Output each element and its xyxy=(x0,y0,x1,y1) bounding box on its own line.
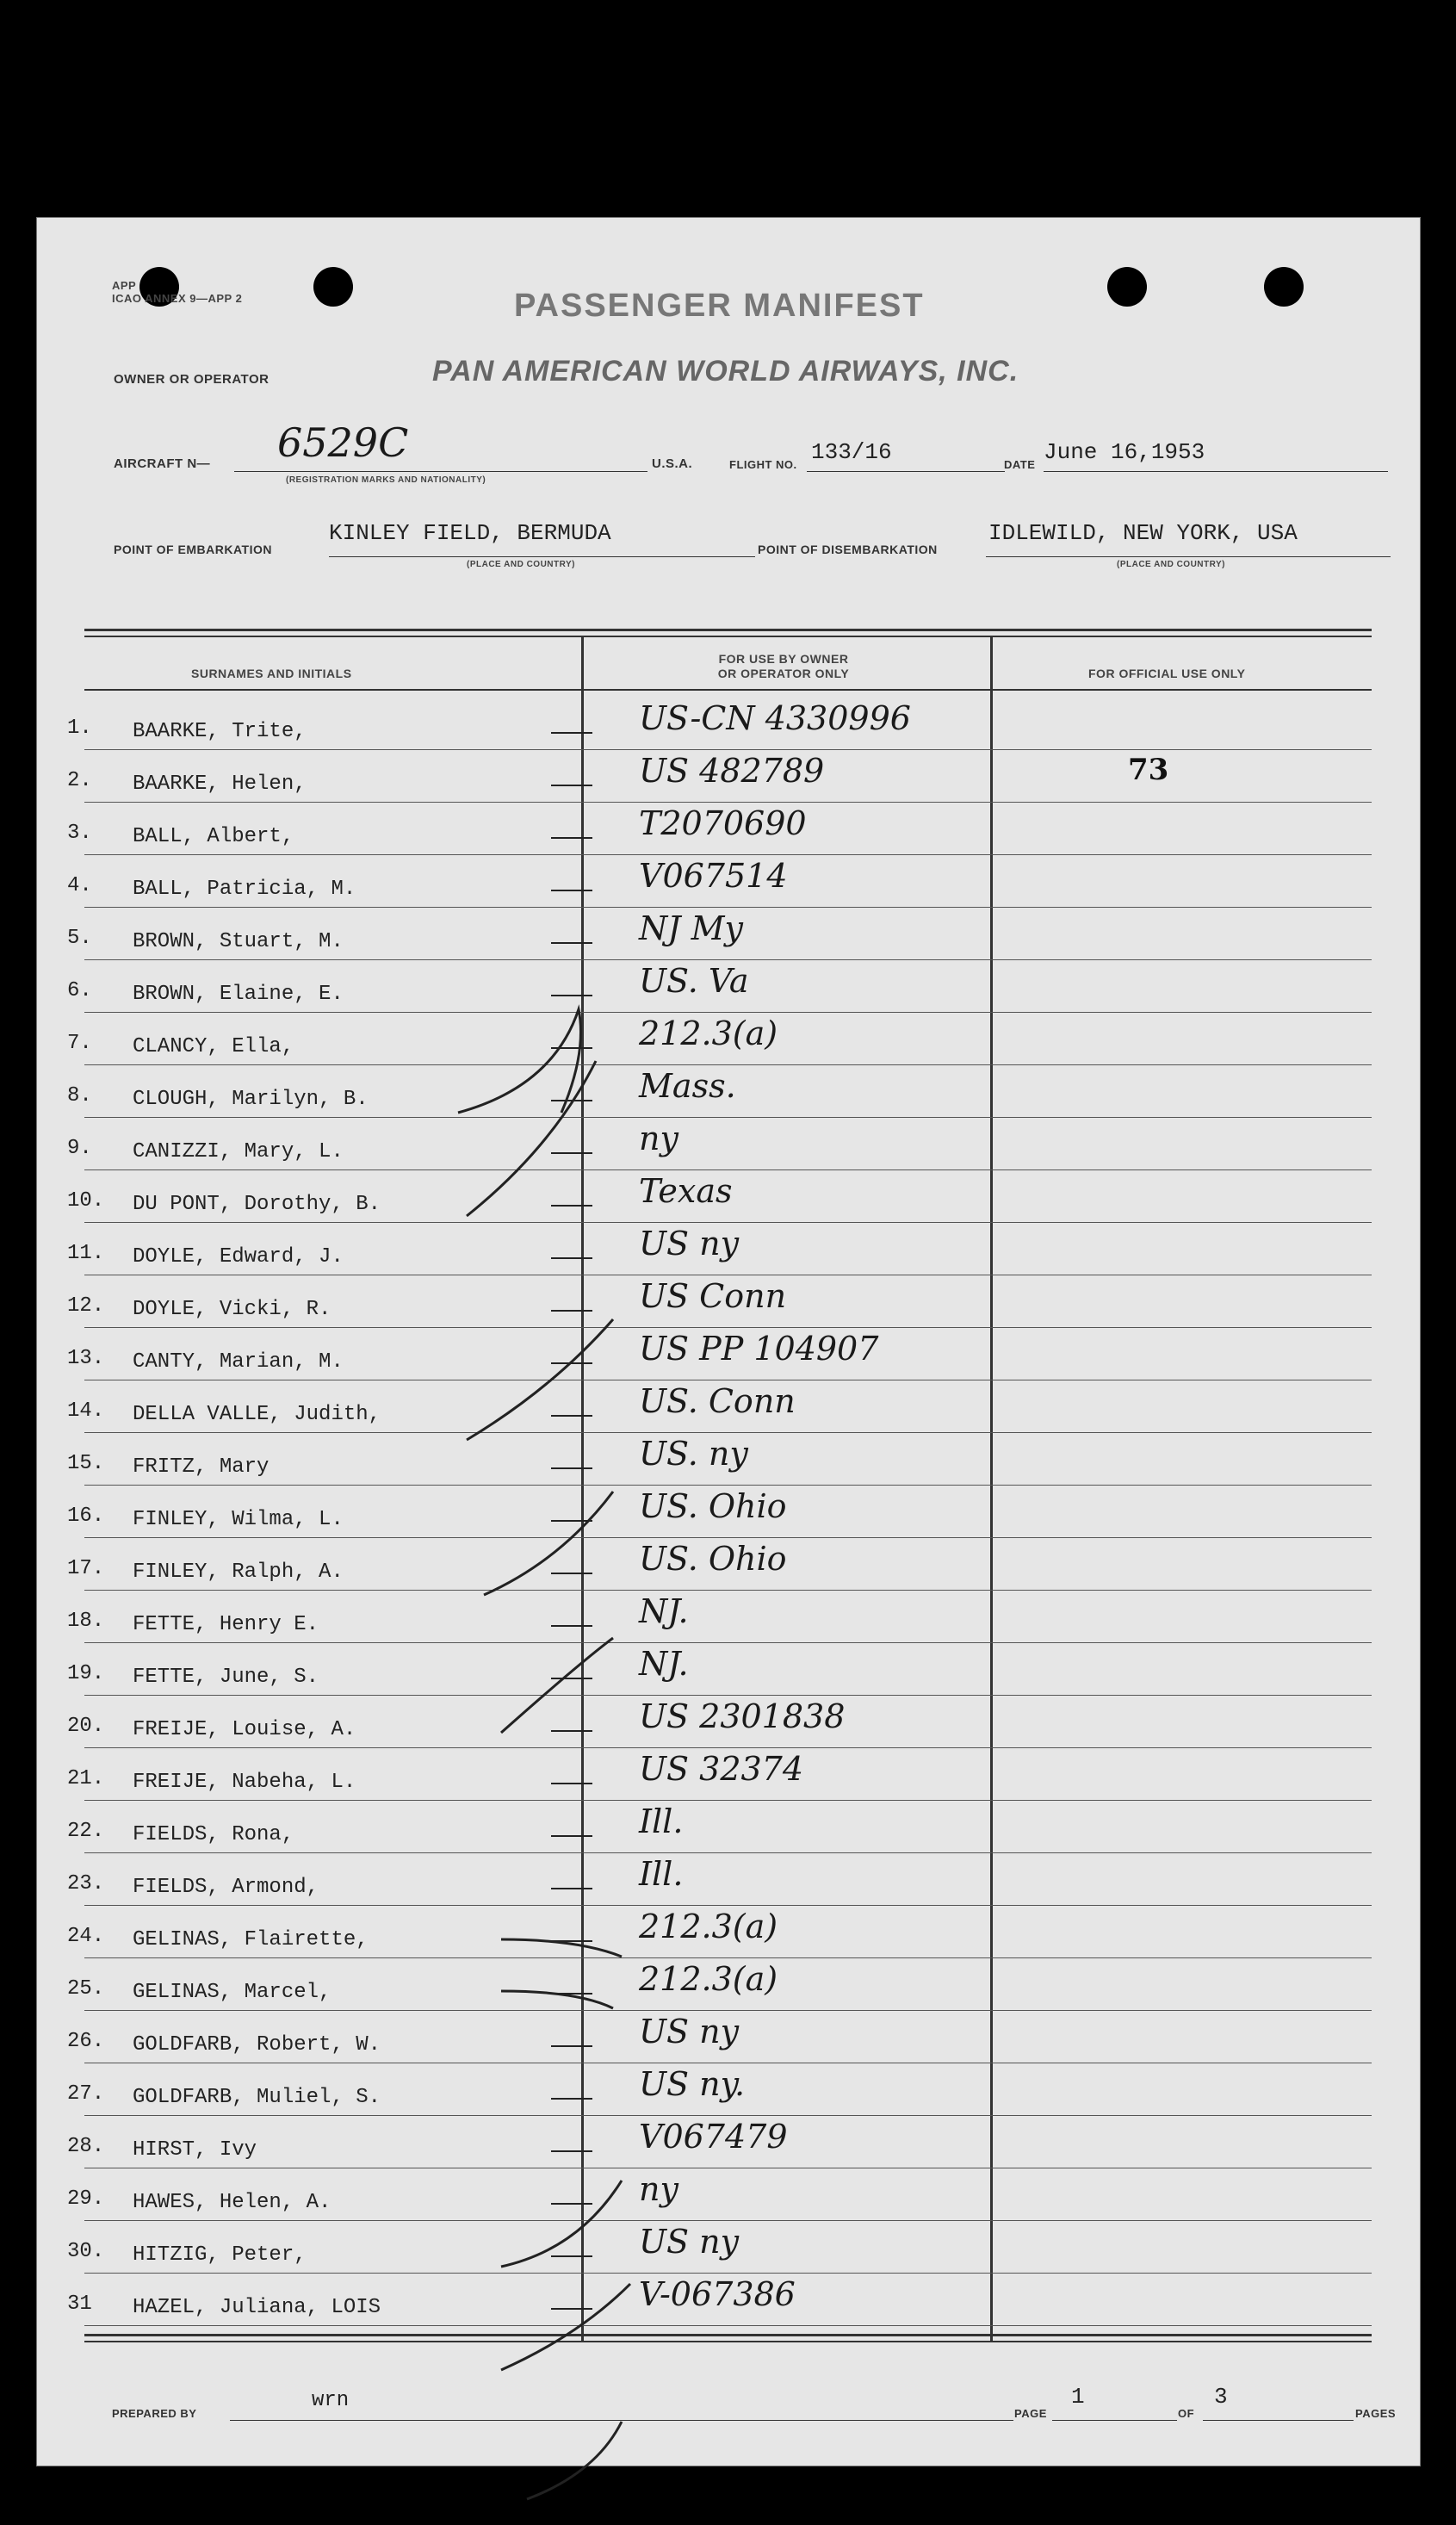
row-number: 23. xyxy=(67,1872,105,1895)
page-title: PASSENGER MANIFEST xyxy=(514,288,925,324)
passenger-name: BAARKE, Trite, xyxy=(133,720,307,743)
owner-use-entry: V067479 xyxy=(639,2118,788,2156)
of-value: 3 xyxy=(1214,2384,1228,2410)
row-number: 11. xyxy=(67,1242,105,1265)
row-rule xyxy=(84,854,1372,855)
row-number: 9. xyxy=(67,1137,92,1160)
company-name: PAN AMERICAN WORLD AIRWAYS, INC. xyxy=(432,355,1019,388)
row-rule xyxy=(84,1800,1372,1801)
owner-use-entry: US ny. xyxy=(639,2065,746,2103)
passenger-name: DOYLE, Edward, J. xyxy=(133,1245,344,1269)
column-header-official: FOR OFFICIAL USE ONLY xyxy=(1088,667,1246,680)
column-divider xyxy=(990,637,993,2342)
row-rule xyxy=(84,1590,1372,1591)
row-number: 14. xyxy=(67,1399,105,1423)
passenger-name: HAWES, Helen, A. xyxy=(133,2191,331,2214)
official-note: 73 xyxy=(1128,753,1169,787)
owner-use-entry: 212.3(a) xyxy=(639,1960,778,1998)
row-number: 12. xyxy=(67,1294,105,1318)
embarkation-value: KINLEY FIELD, BERMUDA xyxy=(329,520,611,546)
owner-use-entry: NJ My xyxy=(639,909,743,947)
passenger-name: HIRST, Ivy xyxy=(133,2138,257,2162)
owner-use-entry: US. Conn xyxy=(639,1382,796,1420)
passenger-name: CLOUGH, Marilyn, B. xyxy=(133,1088,369,1111)
row-rule xyxy=(84,959,1372,960)
disembarkation-label: POINT OF DISEMBARKATION xyxy=(758,543,938,556)
passenger-name: HITZIG, Peter, xyxy=(133,2243,307,2267)
row-number: 28. xyxy=(67,2135,105,2158)
passenger-name: BROWN, Stuart, M. xyxy=(133,930,344,953)
owner-use-entry: NJ. xyxy=(639,1645,689,1683)
row-rule xyxy=(84,1695,1372,1696)
column-header-owner-use: FOR USE BY OWNER OR OPERATOR ONLY xyxy=(717,652,850,680)
passenger-name: FINLEY, Ralph, A. xyxy=(133,1560,344,1584)
passenger-name: GOLDFARB, Muliel, S. xyxy=(133,2086,381,2109)
owner-use-entry: US ny xyxy=(639,2013,740,2050)
owner-use-entry: US 2301838 xyxy=(639,1697,846,1735)
form-reference: APP ICAO ANNEX 9—APP 2 xyxy=(112,279,243,305)
passenger-name: FIELDS, Rona, xyxy=(133,1823,294,1846)
disembarkation-value: IDLEWILD, NEW YORK, USA xyxy=(988,520,1298,546)
owner-use-entry: Ill. xyxy=(639,1802,684,1840)
flight-label: FLIGHT NO. xyxy=(729,458,797,471)
row-number: 30. xyxy=(67,2240,105,2263)
passenger-name: FETTE, Henry E. xyxy=(133,1613,319,1636)
row-number: 22. xyxy=(67,1820,105,1843)
owner-use-entry: US. Ohio xyxy=(639,1540,787,1578)
row-rule xyxy=(84,2220,1372,2221)
row-rule xyxy=(84,2010,1372,2011)
row-number: 2. xyxy=(67,769,92,792)
row-number: 21. xyxy=(67,1767,105,1790)
passenger-name: FIELDS, Armond, xyxy=(133,1876,319,1899)
row-number: 17. xyxy=(67,1557,105,1580)
passenger-name: DU PONT, Dorothy, B. xyxy=(133,1193,381,1216)
row-rule xyxy=(84,1169,1372,1170)
owner-use-entry: US PP 104907 xyxy=(639,1330,879,1368)
passenger-name: DOYLE, Vicki, R. xyxy=(133,1298,331,1321)
row-rule xyxy=(84,1957,1372,1958)
pages-label: PAGES xyxy=(1355,2407,1397,2420)
tick-mark xyxy=(551,890,592,891)
of-label: OF xyxy=(1178,2407,1195,2420)
punch-hole xyxy=(1107,267,1147,307)
prepared-label: PREPARED BY xyxy=(112,2407,197,2420)
owner-use-entry: 212.3(a) xyxy=(639,1014,778,1052)
row-number: 27. xyxy=(67,2082,105,2106)
row-number: 26. xyxy=(67,2030,105,2053)
row-rule xyxy=(84,1642,1372,1643)
owner-label: OWNER OR OPERATOR xyxy=(114,372,270,387)
row-number: 19. xyxy=(67,1662,105,1685)
row-rule xyxy=(84,907,1372,908)
passenger-name: GOLDFARB, Robert, W. xyxy=(133,2033,381,2057)
owner-use-entry: NJ. xyxy=(639,1592,689,1630)
row-number: 13. xyxy=(67,1347,105,1370)
row-rule xyxy=(84,1747,1372,1748)
owner-use-entry: US 32374 xyxy=(639,1750,804,1788)
row-number: 24. xyxy=(67,1925,105,1948)
tick-mark xyxy=(551,942,592,944)
manifest-sheet xyxy=(36,217,1421,2466)
tick-mark xyxy=(551,837,592,839)
passenger-name: FINLEY, Wilma, L. xyxy=(133,1508,344,1531)
row-rule xyxy=(84,2273,1372,2274)
owner-use-entry: US Conn xyxy=(639,1277,787,1315)
passenger-name: CLANCY, Ella, xyxy=(133,1035,294,1058)
owner-use-entry: US ny xyxy=(639,1225,740,1262)
prepared-value: wrn xyxy=(312,2389,350,2412)
row-number: 7. xyxy=(67,1032,92,1055)
date-label: DATE xyxy=(1004,458,1036,471)
tick-mark xyxy=(551,785,592,786)
owner-use-entry: T2070690 xyxy=(639,804,807,842)
place-note: (PLACE AND COUNTRY) xyxy=(467,560,575,569)
row-number: 10. xyxy=(67,1189,105,1213)
row-number: 25. xyxy=(67,1977,105,2001)
row-number: 8. xyxy=(67,1084,92,1107)
passenger-name: BALL, Patricia, M. xyxy=(133,878,356,901)
owner-use-entry: US. Va xyxy=(639,962,749,1000)
owner-use-entry: US. Ohio xyxy=(639,1487,787,1525)
passenger-name: FRITZ, Mary xyxy=(133,1455,270,1479)
row-rule xyxy=(84,749,1372,750)
row-number: 20. xyxy=(67,1715,105,1738)
owner-use-entry: 212.3(a) xyxy=(639,1908,778,1945)
aircraft-value: 6529C xyxy=(277,419,409,466)
row-rule xyxy=(84,1537,1372,1538)
owner-use-entry: V067514 xyxy=(639,857,788,895)
handwritten-checkmarks-icon xyxy=(449,958,656,2525)
row-rule xyxy=(84,1327,1372,1328)
date-value: June 16,1953 xyxy=(1044,439,1205,465)
row-number: 29. xyxy=(67,2187,105,2211)
row-rule xyxy=(84,1432,1372,1433)
row-rule xyxy=(84,1012,1372,1013)
owner-use-entry: ny xyxy=(639,2170,678,2208)
row-number: 3. xyxy=(67,822,92,845)
row-rule xyxy=(84,1222,1372,1223)
row-number: 16. xyxy=(67,1504,105,1528)
owner-use-entry: US. ny xyxy=(639,1435,748,1473)
row-number: 4. xyxy=(67,874,92,897)
owner-use-entry: US 482789 xyxy=(639,752,825,790)
row-rule xyxy=(84,2115,1372,2116)
owner-use-entry: US-CN 4330996 xyxy=(639,699,911,737)
row-number: 5. xyxy=(67,927,92,950)
passenger-name: GELINAS, Marcel, xyxy=(133,1981,331,2004)
row-rule xyxy=(84,1905,1372,1906)
row-rule xyxy=(84,802,1372,803)
passenger-name: FREIJE, Louise, A. xyxy=(133,1718,356,1741)
usa-label: U.S.A. xyxy=(652,456,693,471)
passenger-name: CANTY, Marian, M. xyxy=(133,1350,344,1374)
punch-hole xyxy=(1264,267,1304,307)
row-rule xyxy=(84,1485,1372,1486)
owner-use-entry: Mass. xyxy=(639,1067,736,1105)
column-header-surnames: SURNAMES AND INITIALS xyxy=(191,667,352,680)
owner-use-entry: ny xyxy=(639,1120,678,1157)
place-note: (PLACE AND COUNTRY) xyxy=(1117,560,1225,569)
passenger-name: FETTE, June, S. xyxy=(133,1666,319,1689)
page-label: PAGE xyxy=(1014,2407,1047,2420)
passenger-name: CANIZZI, Mary, L. xyxy=(133,1140,344,1163)
owner-use-entry: V-067386 xyxy=(639,2275,796,2313)
flight-value: 133/16 xyxy=(811,439,892,465)
row-number: 18. xyxy=(67,1610,105,1633)
passenger-name: FREIJE, Nabeha, L. xyxy=(133,1771,356,1794)
passenger-name: BROWN, Elaine, E. xyxy=(133,983,344,1006)
row-number: 6. xyxy=(67,979,92,1002)
passenger-name: HAZEL, Juliana, LOIS xyxy=(133,2296,381,2319)
row-number: 31 xyxy=(67,2292,92,2316)
passenger-name: BALL, Albert, xyxy=(133,825,294,848)
row-number: 15. xyxy=(67,1452,105,1475)
page-value: 1 xyxy=(1071,2384,1085,2410)
registration-note: (REGISTRATION MARKS AND NATIONALITY) xyxy=(286,475,486,485)
embarkation-label: POINT OF EMBARKATION xyxy=(114,543,272,556)
row-number: 1. xyxy=(67,717,92,740)
aircraft-label: AIRCRAFT N— xyxy=(114,456,211,471)
row-rule xyxy=(84,1852,1372,1853)
punch-hole xyxy=(313,267,353,307)
owner-use-entry: Texas xyxy=(639,1172,733,1210)
owner-use-entry: US ny xyxy=(639,2223,740,2261)
passenger-name: BAARKE, Helen, xyxy=(133,772,307,796)
passenger-name: DELLA VALLE, Judith, xyxy=(133,1403,381,1426)
row-rule xyxy=(84,2325,1372,2326)
row-rule xyxy=(84,1064,1372,1065)
tick-mark xyxy=(551,732,592,734)
owner-use-entry: Ill. xyxy=(639,1855,684,1893)
row-rule xyxy=(84,1117,1372,1118)
passenger-name: GELINAS, Flairette, xyxy=(133,1928,369,1951)
